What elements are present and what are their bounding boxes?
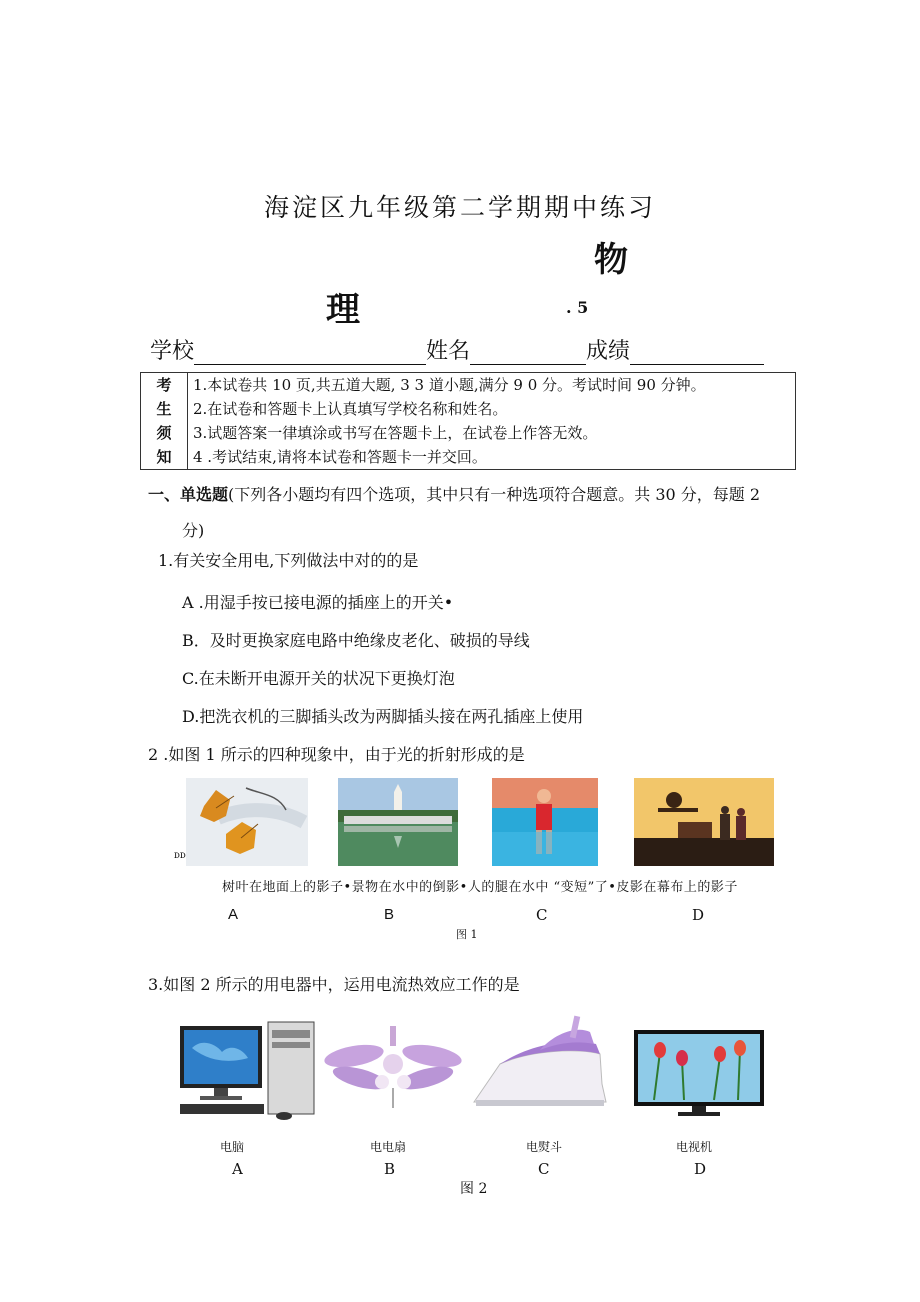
- notice-item: 1.本试卷共 10 页,共五道大题, 3 3 道小题,满分 9 0 分。考试时间 90 分钟。: [193, 376, 706, 394]
- exam-title: 海淀区九年级第二学期期中练习: [263, 193, 656, 222]
- section-heading: 一、单选题: [148, 485, 229, 504]
- q1-option-b[interactable]: B．及时更换家庭电路中绝缘皮老化、破损的导线: [182, 631, 530, 650]
- fig2-letter-a[interactable]: A: [232, 1160, 243, 1178]
- score-field[interactable]: [630, 342, 764, 365]
- fig2-caption-a: 电脑: [220, 1140, 245, 1154]
- water-reflection-image: [338, 778, 458, 866]
- school-field[interactable]: [194, 342, 426, 365]
- q1-stem: 1.有关安全用电,下列做法中对的的是: [158, 551, 419, 570]
- fig2-label: 图 2: [460, 1181, 488, 1197]
- q1-option-c[interactable]: C.在未断开电源开关的状况下更换灯泡: [182, 669, 455, 688]
- student-info-row: [150, 334, 764, 365]
- school-label: 学校: [150, 339, 195, 364]
- q2-stem: 2 .如图 1 所示的四种现象中，由于光的折射形成的是: [148, 745, 525, 764]
- subject-char-1: 物: [594, 240, 628, 280]
- leaf-shadow-image: [186, 778, 308, 866]
- fig1-caption: 树叶在地面上的影子•景物在水中的倒影•人的腿在水中 “变短”了•皮影在幕布上的影子: [222, 880, 738, 895]
- notice-side-char: 知: [156, 448, 172, 466]
- fig2-letter-b[interactable]: B: [384, 1160, 396, 1178]
- section-heading-row: [148, 482, 760, 505]
- notice-side-char: 须: [156, 424, 172, 442]
- notice-side-char: 生: [156, 400, 172, 418]
- computer-image: [172, 1018, 322, 1124]
- q2-small-mark: ᴅᴅ: [174, 850, 186, 861]
- shadow-puppet-image: [634, 778, 774, 866]
- section-desc-cont: 分): [182, 521, 205, 540]
- q1-option-d[interactable]: D.把洗衣机的三脚插头改为两脚插头接在两孔插座上使用: [182, 707, 584, 726]
- fig2-letter-c[interactable]: C: [538, 1160, 550, 1178]
- notice-items: [193, 373, 706, 469]
- fig1-letter-d[interactable]: D: [692, 906, 705, 924]
- exam-notice-box: [140, 372, 796, 470]
- fig1-letter-b[interactable]: B: [384, 906, 395, 923]
- notice-side-char: 考: [156, 376, 172, 394]
- fig1-letter-a[interactable]: A: [228, 906, 239, 923]
- q1-option-a[interactable]: A .用湿手按已接电源的插座上的开关•: [182, 593, 454, 612]
- name-field[interactable]: [470, 342, 586, 365]
- television-image: [634, 1030, 766, 1120]
- fig1-letter-c[interactable]: C: [536, 906, 548, 924]
- section-desc: (下列各小题均有四个选项，其中只有一种选项符合题意。共 30 分，每题 2: [228, 485, 761, 504]
- notice-side-label: [141, 373, 188, 469]
- fig2-caption-b: 电电扇: [370, 1140, 407, 1154]
- subject-char-2: 理: [326, 290, 360, 330]
- fig2-letter-d[interactable]: D: [694, 1160, 707, 1178]
- notice-item: 4 .考试结束,请将本试卷和答题卡一并交回。: [193, 448, 487, 466]
- name-label: 姓名: [426, 339, 471, 364]
- score-label: 成绩: [586, 339, 631, 364]
- swimmer-image: [492, 778, 598, 866]
- fig2-caption-c: 电熨斗: [526, 1140, 563, 1154]
- fig2-caption-d: 电视机: [676, 1140, 713, 1154]
- q3-stem: 3.如图 2 所示的用电器中，运用电流热效应工作的是: [148, 975, 520, 994]
- fig1-label: 图 1: [456, 928, 478, 941]
- ceiling-fan-image: [324, 1026, 462, 1116]
- electric-iron-image: [470, 1014, 610, 1110]
- exam-date: . 5: [566, 298, 589, 317]
- notice-item: 2.在试卷和答题卡上认真填写学校名称和姓名。: [193, 400, 508, 418]
- notice-item: 3.试题答案一律填涂或书写在答题卡上，在试卷上作答无效。: [193, 424, 598, 442]
